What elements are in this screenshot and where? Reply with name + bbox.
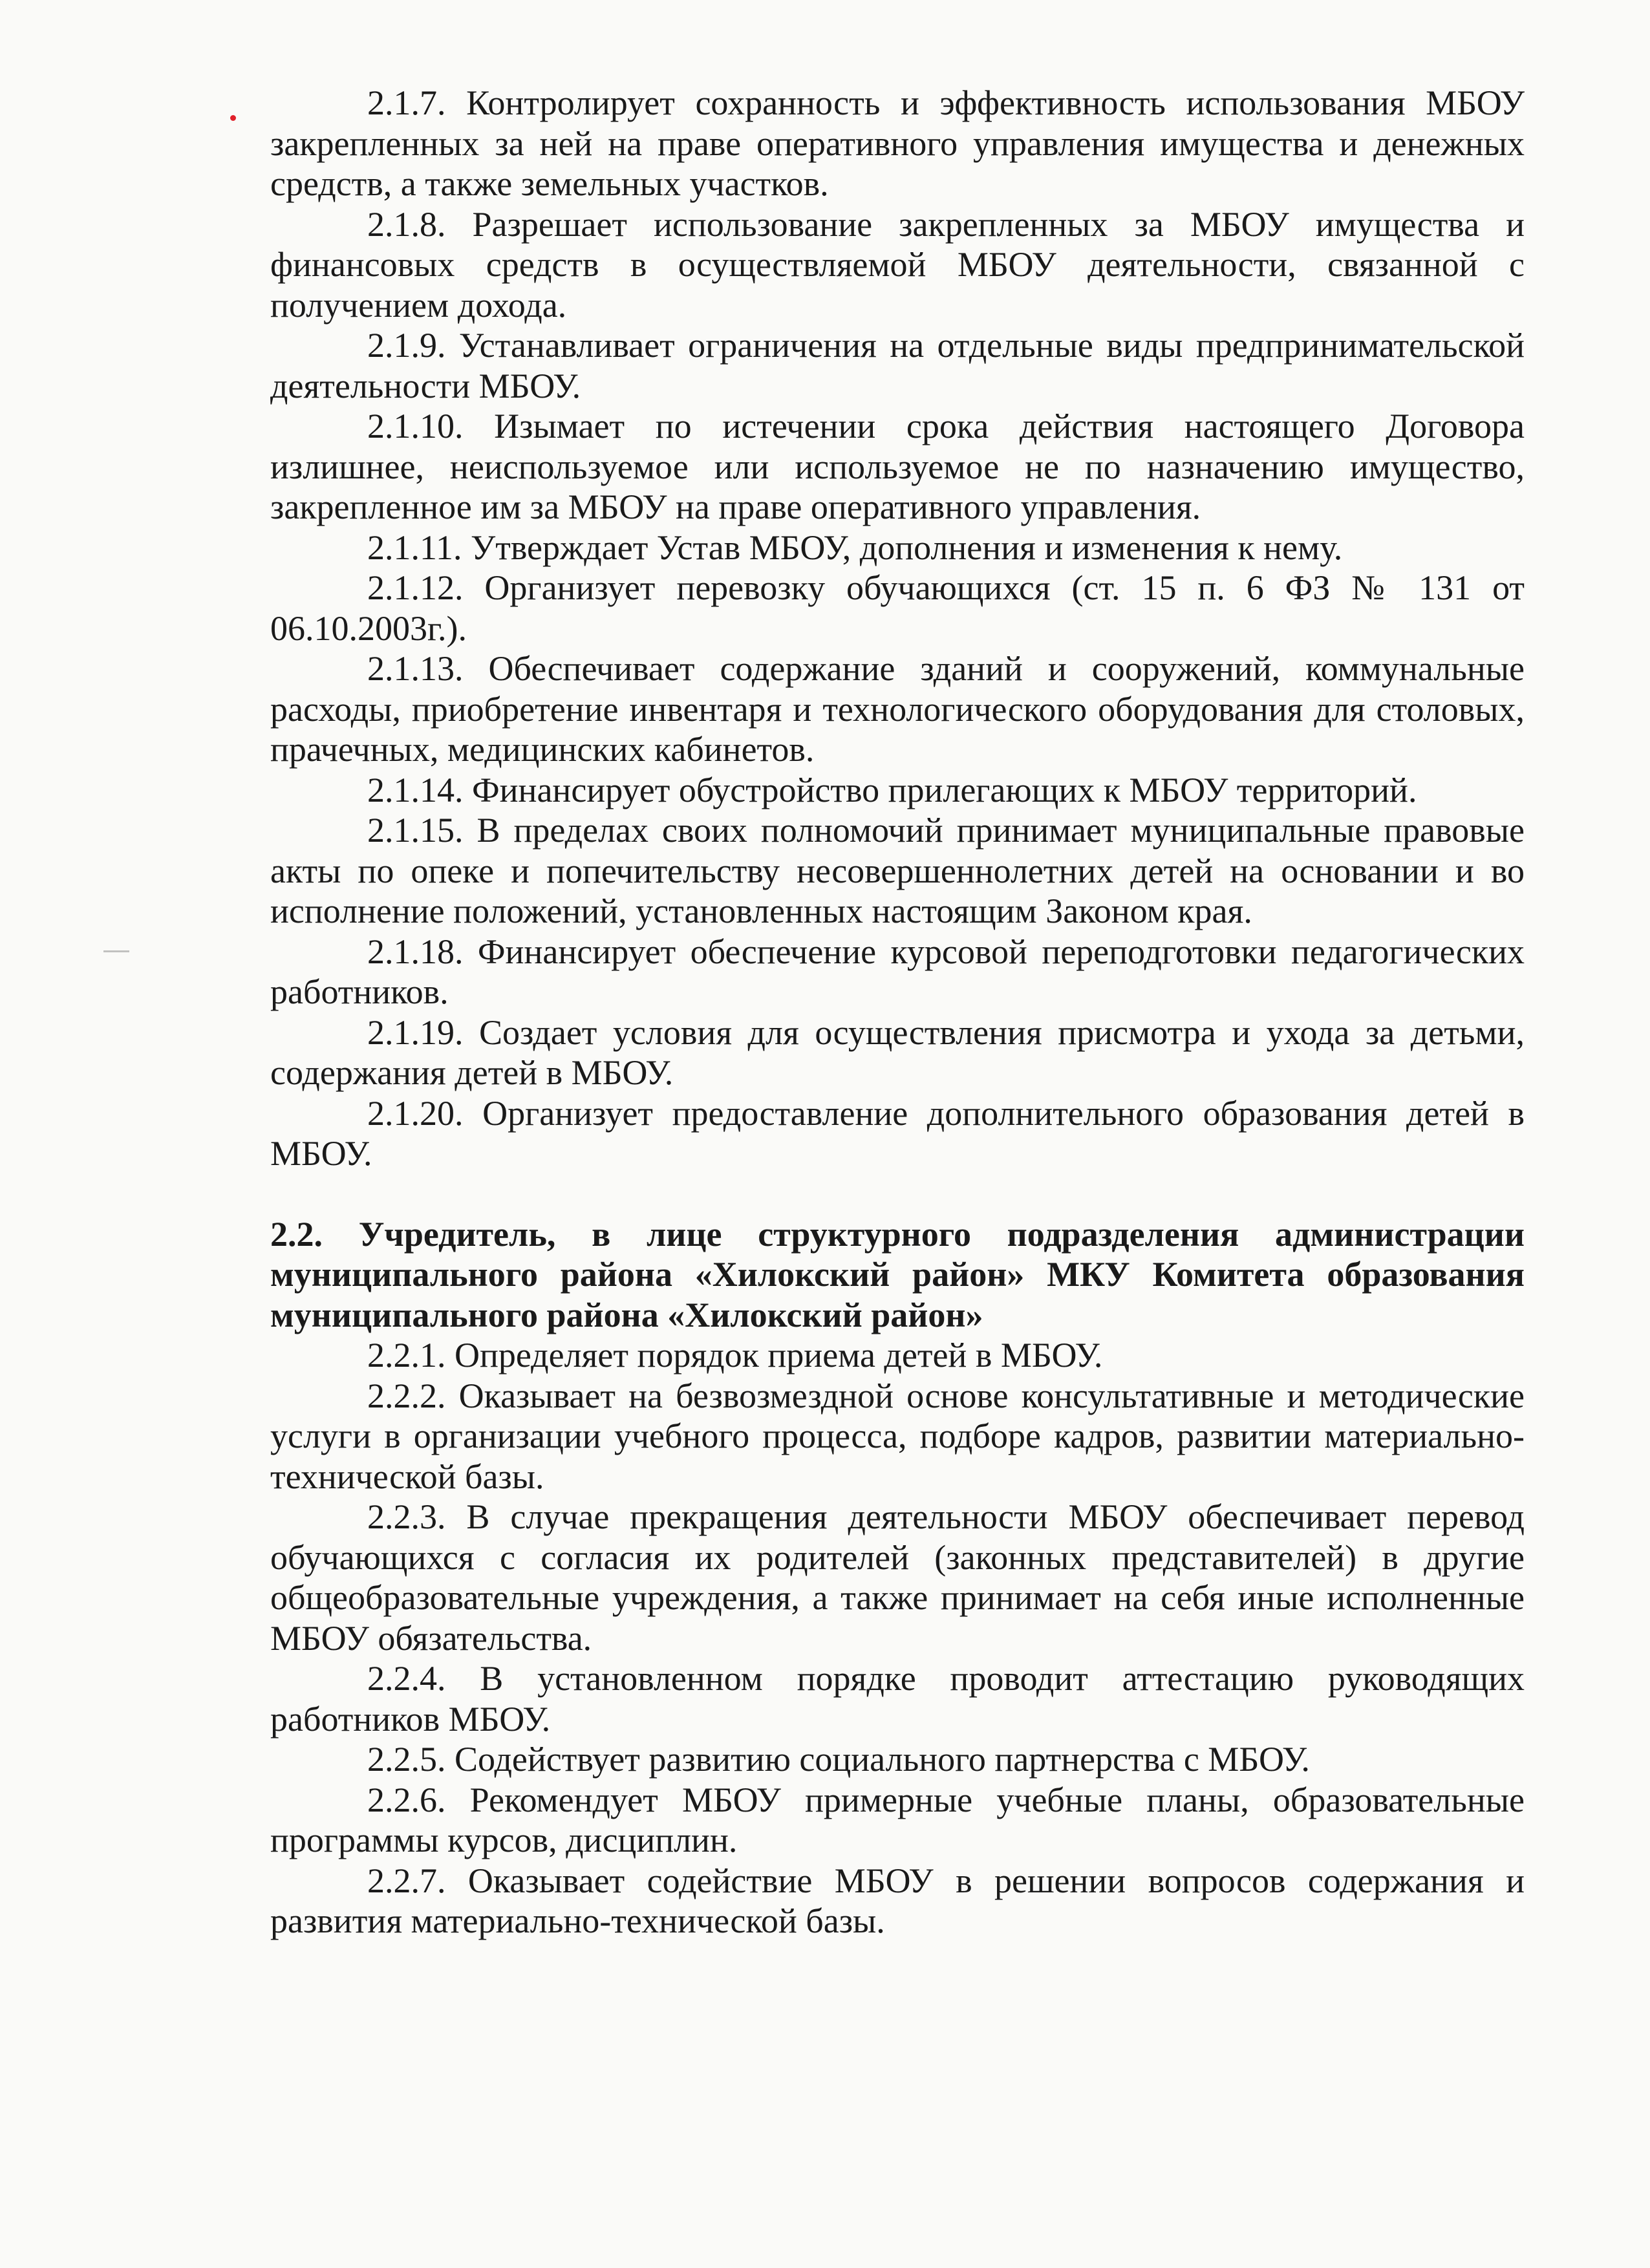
paragraph-2-1-15: 2.1.15. В пределах своих полномочий принимает муниципальные правовые акты по опеке и попечительству несовершеннолетних детей на основании и во исполнение положений, установленных настоящим Законом края. xyxy=(270,811,1525,930)
paragraph-2-2-5: 2.2.5. Содействует развитию социального партнерства с МБОУ. xyxy=(367,1740,1310,1779)
paragraph-2-1-18: 2.1.18. Финансирует обеспечение курсовой переподготовки педагогических работников. xyxy=(270,932,1525,1011)
paragraph-2-1-20: 2.1.20. Организует предоставление дополнительного образования детей в МБОУ. xyxy=(270,1093,1525,1173)
section-heading-2-2: 2.2. Учредитель, в лице структурного подразделения администрации муниципального района «Хилокский район» МКУ Комитета образования муниципального района «Хилокский район» xyxy=(270,1214,1525,1334)
paragraph-2-1-19: 2.1.19. Создает условия для осуществления присмотра и ухода за детьми, содержания детей в МБОУ. xyxy=(270,1012,1525,1092)
margin-mark xyxy=(103,950,129,952)
paragraph-2-2-1: 2.2.1. Определяет порядок приема детей в МБОУ. xyxy=(367,1336,1103,1375)
paragraph-2-2-3: 2.2.3. В случае прекращения деятельности МБОУ обеспечивает перевод обучающихся с согласия их родителей (законных представителей) в другие общеобразовательные учреждения, а также принимает на себя иные исполненные МБОУ обязательства. xyxy=(270,1497,1525,1658)
paragraph-2-2-6: 2.2.6. Рекомендует МБОУ примерные учебные планы, образовательные программы курсов, дисциплин. xyxy=(270,1780,1525,1859)
paragraph-2-2-7: 2.2.7. Оказывает содействие МБОУ в решении вопросов содержания и развития материально-технической базы. xyxy=(270,1861,1525,1940)
paragraph-2-2-4: 2.2.4. В установленном порядке проводит аттестацию руководящих работников МБОУ. xyxy=(270,1659,1525,1738)
red-ink-dot xyxy=(230,115,236,121)
paragraph-2-1-9: 2.1.9. Устанавливает ограничения на отдельные виды предпринимательской деятельности МБОУ. xyxy=(270,326,1525,405)
paragraph-2-1-14: 2.1.14. Финансирует обустройство прилегающих к МБОУ территорий. xyxy=(367,770,1417,809)
paragraph-2-1-11: 2.1.11. Утверждает Устав МБОУ, дополнения и изменения к нему. xyxy=(367,528,1343,567)
paragraph-2-1-10: 2.1.10. Изымает по истечении срока действия настоящего Договора излишнее, неиспользуемое или используемое не по назначению имущество, закрепленное им за МБОУ на праве оперативного управления. xyxy=(270,407,1525,526)
document-body xyxy=(270,83,1525,1942)
paragraph-2-1-7: 2.1.7. Контролирует сохранность и эффективность использования МБОУ закрепленных за ней на праве оперативного управления имущества и денежных средств, а также земельных участков. xyxy=(270,83,1525,203)
paragraph-2-1-13: 2.1.13. Обеспечивает содержание зданий и сооружений, коммунальные расходы, приобретение инвентаря и технологического оборудования для столовых, прачечных, медицинских кабинетов. xyxy=(270,649,1525,769)
paragraph-2-1-8: 2.1.8. Разрешает использование закрепленных за МБОУ имущества и финансовых средств в осуществляемой МБОУ деятельности, связанной с получением дохода. xyxy=(270,204,1525,325)
paragraph-2-1-12: 2.1.12. Организует перевозку обучающихся (ст. 15 п. 6 ФЗ № 131 от 06.10.2003г.). xyxy=(270,568,1525,648)
paragraph-2-2-2: 2.2.2. Оказывает на безвозмездной основе консультативные и методические услуги в организации учебного процесса, подборе кадров, развитии материально-технической базы. xyxy=(270,1376,1525,1496)
